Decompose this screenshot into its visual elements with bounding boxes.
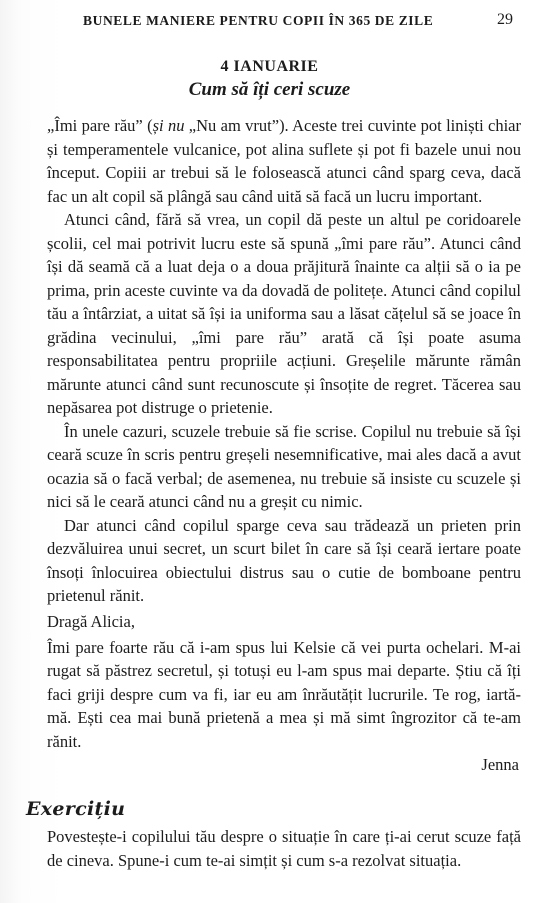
letter-text: Îmi pare foarte rău că i-am spus lui Kelsie că vei purta ochelari. M-ai rugat să păstrez secretul, și totuși eu l-am spus mai departe. Știu că îți faci griji despre cum va fi, iar eu am înrăutățit lucrurile. Te rog, iartă-mă. Ești cea mai bună prietenă a mea și mă simt îngrozitor că te-am rănit. [47, 637, 521, 751]
paragraph: În unele cazuri, scuzele trebuie să fie scrise. Copilul nu trebuie să își ceară scuze în scris pentru greșeli nesemnificative, mai ales dacă a avut ocazia să o facă verbal; de asemenea, nu trebuie să insiste cu scuzele și nici să le ceară atunci când nu a greșit cu nimic. [47, 421, 521, 511]
intro-italic-phrase: și nu [152, 116, 185, 135]
letter-greeting: Dragă Alicia, [47, 612, 135, 631]
paragraph: Dar atunci când copilul sparge ceva sau trădează un prieten prin dezvăluirea unui secret, un scurt bilet în care să își ceară iertare poate însoți înlocuirea obiectului distrus sau o cutie de bomboane pentru prietenul rănit. [47, 515, 521, 605]
article-body [47, 114, 521, 618]
intro-paragraph: „Îmi pare rău” (și nu „Nu am vrut”). Aceste trei cuvinte pot liniști chiar și temperamentele vulcanice, pot alina suflete și pot fi bazele unui nou început. Copiii ar trebui să le folosească atunci când sparg ceva, dacă fac un alt copil să plângă sau când uită să facă un lucru important. [47, 116, 521, 206]
exercise-text: Povestește-i copilului tău despre o situație în care ți-ai cerut scuze față de cineva. Spune-i cum te-ai simțit și cum s-a rezolvat situația. [47, 827, 521, 870]
letter-signature: Jenna [481, 755, 519, 774]
page-number: 29 [497, 11, 513, 28]
entry-title: Cum să îți ceri scuze [188, 79, 351, 100]
running-title: BUNELE MANIERE PENTRU COPII ÎN 365 DE ZILE [83, 13, 434, 28]
sample-letter [47, 610, 521, 777]
paragraph: Atunci când, fără să vrea, un copil dă peste un altul pe coridoarele școlii, cel mai potrivit lucru este să spună „îmi pare rău”. Atunci când își dă seamă că a luat deja o a doua prăjitură înainte ca alții să o ia pe prima, prin aceste cuvinte va da dovadă de politețe. Atunci când copilul tău a întârziat, a uitat să își ia uniforma sau a lăsat cățelul să se joace în grădina vecinului, „îmi pare rău” arată că își poate asuma responsabilitatea pentru propriile acțiuni. Greșelile mărunte rămân mărunte atunci când sunt recunoscute și însoțite de regret. Tăcerea sau nepăsarea pot distruge o prietenie. [47, 210, 521, 417]
entry-date: 4 IANUARIE [220, 58, 319, 75]
exercise-heading: Exercițiu [26, 798, 126, 820]
running-header [83, 13, 513, 29]
